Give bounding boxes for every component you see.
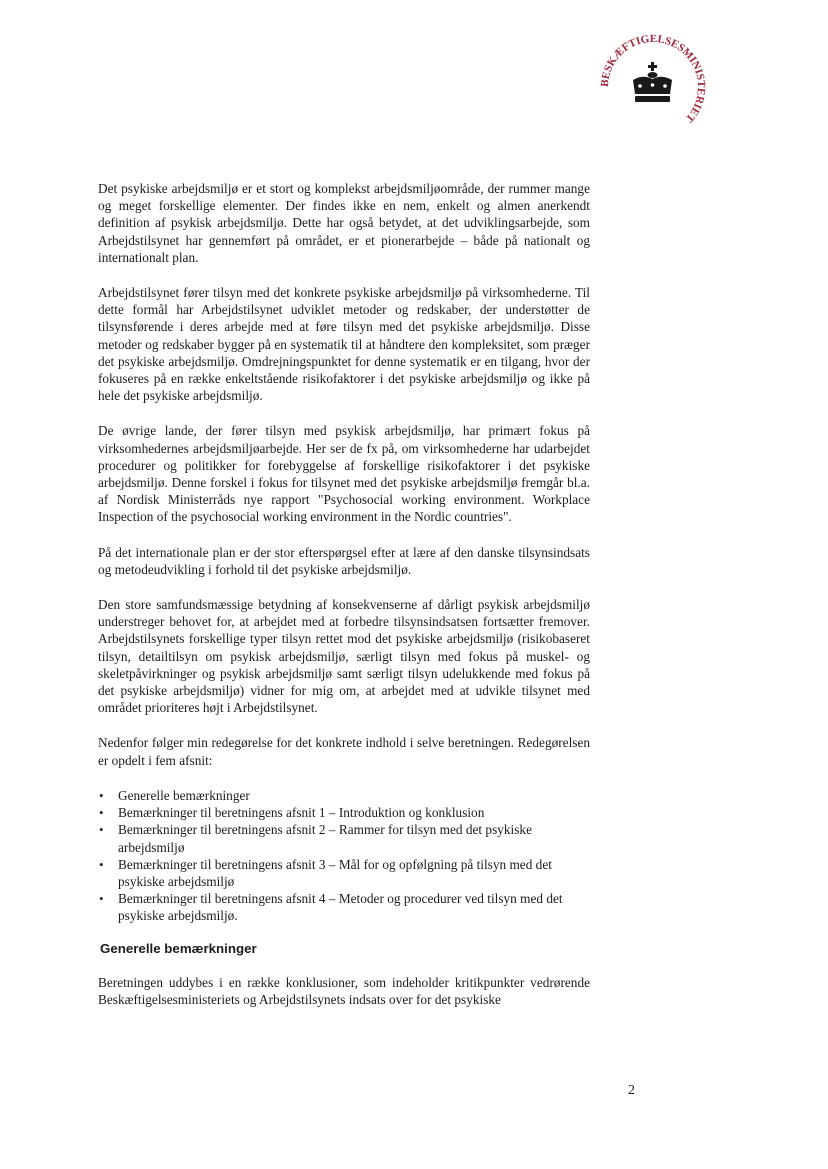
list-item (99, 787, 590, 804)
body-text (98, 180, 590, 1026)
paragraph: De øvrige lande, der fører tilsyn med psykisk arbejdsmiljø, har primært fokus på virksomhedernes arbejdsmiljøarbejde. Her ser de fx på, om virksomhederne har udarbejdet procedurer og politikker for forebyggelse af forskellige risikofaktorer i det psykiske arbejdsmiljø. Denne forskel i fokus for tilsynet med det psykiske arbejdsmiljø fremgår bl.a. af Nordisk Ministerråds nye rapport "Psychosocial working environment. Workplace Inspection of the psychosocial working environment in the Nordic countries". (98, 423, 590, 525)
crown-icon (588, 22, 718, 152)
list-item-text: Bemærkninger til beretningens afsnit 2 – Rammer for tilsyn med det psykiske arbejdsmiljø (118, 822, 532, 855)
paragraph: Den store samfundsmæssige betydning af konsekvenserne af dårligt psykisk arbejdsmiljø understreger behovet for, at arbejdet med at forbedre tilsynsindsatsen fortsætter fremover. Arbejdstilsynets forskellige typer tilsyn rettet mod det psykiske arbejdsmiljø (risikobaseret tilsyn, detailtilsyn om psykisk arbejdsmiljø, særligt tilsyn med fokus på muskel- og skeletpåvirkninger og psykisk arbejdsmiljø samt særligt tilsyn udelukkende med fokus på det psykiske arbejdsmiljø) vidner for mig om, at arbejdet med at udvikle tilsynet med området prioriteres højt i Arbejdstilsynet. (98, 597, 590, 716)
list-item-text: Bemærkninger til beretningens afsnit 4 – Metoder og procedurer ved tilsyn med det psykiske arbejdsmiljø. (118, 891, 563, 924)
paragraph: Nedenfor følger min redegørelse for det konkrete indhold i selve beretningen. Redegørelsen er opdelt i fem afsnit: (98, 735, 590, 768)
bullet-icon: • (99, 891, 104, 907)
bullet-icon: • (99, 805, 104, 821)
list-item-text: Bemærkninger til beretningens afsnit 1 – Introduktion og konklusion (118, 805, 485, 821)
list-item (99, 856, 590, 890)
page-number: 2 (628, 1083, 635, 1098)
bullet-icon: • (99, 787, 104, 803)
paragraph: Det psykiske arbejdsmiljø er et stort og komplekst arbejdsmiljøområde, der rummer mange og meget forskellige elementer. Der findes ikke en nem, enkelt og almen anerkendt definition af psykisk arbejdsmiljø. Dette har også betydet, at det udviklingsarbejde, som Arbejdstilsynet har gennemført på området, er et pionerarbejde – både på nationalt og internationalt plan. (98, 181, 590, 265)
section-list (98, 787, 590, 925)
list-item-text: Generelle bemærkninger (118, 787, 250, 803)
bullet-icon: • (99, 856, 104, 872)
svg-text:BESKÆFTIGELSESMINISTERIET: BESKÆFTIGELSESMINISTERIET (598, 32, 708, 125)
section-heading: Generelle bemærkninger (100, 940, 257, 956)
bullet-icon: • (99, 822, 104, 838)
list-item (99, 821, 590, 855)
paragraph: Beretningen uddybes i en række konklusioner, som indeholder kritikpunkter vedrørende Beskæftigelsesministeriets og Arbejdstilsynets indsats over for det psykiske (98, 974, 590, 1007)
paragraph: På det internationale plan er der stor efterspørgsel efter at lære af den danske tilsynsindsats og metodeudvikling i forhold til det psykiske arbejdsmiljø. (98, 544, 590, 577)
ministry-logo (588, 22, 718, 152)
list-item (99, 804, 590, 821)
list-item-text: Bemærkninger til beretningens afsnit 3 – Mål for og opfølgning på tilsyn med det psykiske arbejdsmiljø (118, 856, 552, 889)
list-item (99, 890, 590, 924)
paragraph: Arbejdstilsynet fører tilsyn med det konkrete psykiske arbejdsmiljø på virksomhederne. Til dette formål har Arbejdstilsynet udviklet metoder og redskaber, der understøtter de tilsynsførende i deres arbejde med at føre tilsyn med det psykiske arbejdsmiljø. Disse metoder og redskaber bygger på en systematik til at håndtere den kompleksitet, som præger det psykiske arbejdsmiljø. Omdrejningspunktet for denne systematik er en tilgang, hvor der fokuseres på en række enkeltstående risikofaktorer i det psykiske arbejdsmiljø og ikke på hele det psykiske arbejdsmiljø. (98, 285, 590, 404)
